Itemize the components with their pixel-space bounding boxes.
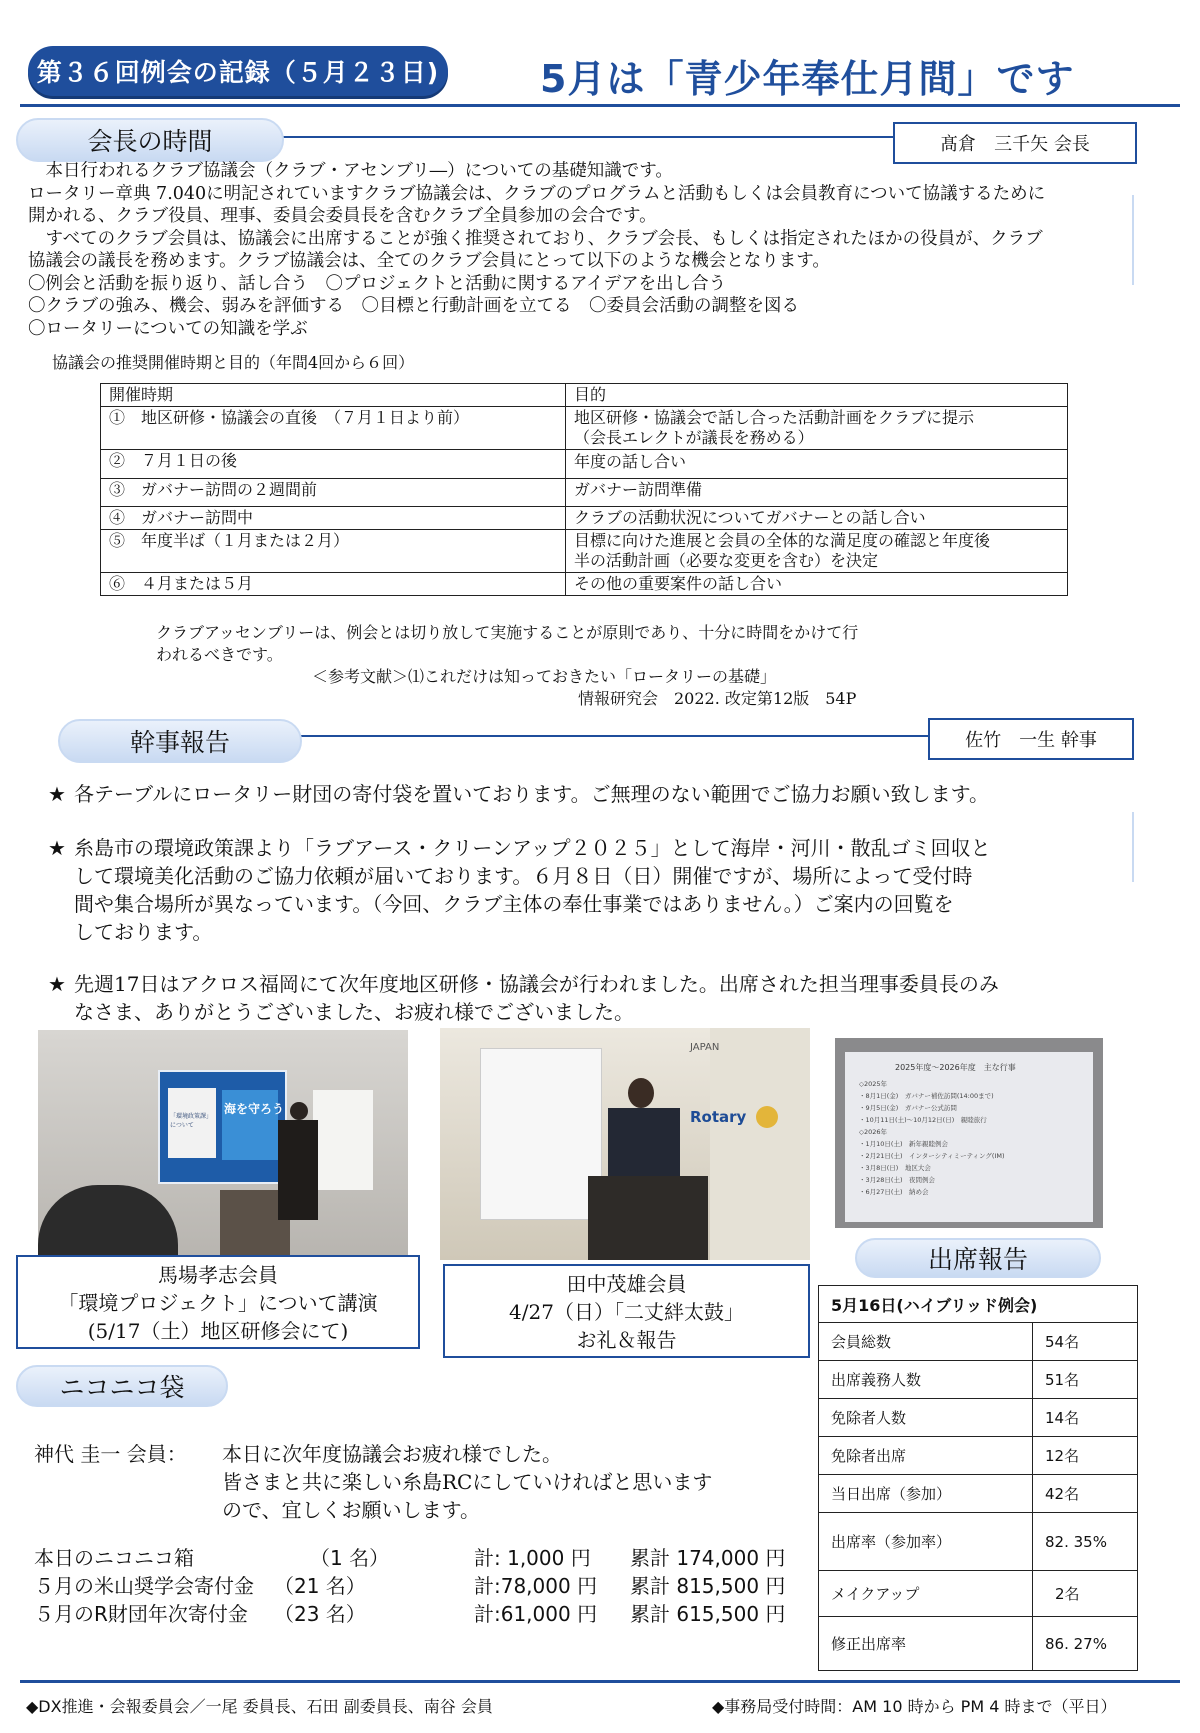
fund-row: ５月の米山奨学会寄付金 （21 名） 計:78,000 円 累計 815,500 円: [34, 1574, 786, 1598]
nikoniko-member: 神代 圭一 会員：: [34, 1442, 187, 1466]
timing-cell: ① 地区研修・協議会の直後 （７月１日より前）: [101, 407, 566, 450]
attendance-row: 会員総数 54名: [819, 1323, 1138, 1361]
purpose-cell: 年度の話し合い: [566, 450, 1068, 479]
attendance-row: 修正出席率 86. 27%: [819, 1617, 1138, 1671]
footer-divider: [20, 1680, 1180, 1683]
podium-photo: [440, 1028, 810, 1260]
attendance-row: 出席義務人数 51名: [819, 1361, 1138, 1399]
secretary-section-rule: [280, 735, 928, 737]
header-divider: [20, 104, 1180, 107]
attendance-table: [818, 1285, 1138, 1671]
speaker-figure: [628, 1078, 654, 1108]
star-icon: ★: [48, 782, 66, 806]
banner-text: JAPAN: [690, 1042, 720, 1053]
star-icon: ★: [48, 972, 66, 996]
assembly-schedule-table: [100, 383, 1068, 596]
table-row: [101, 573, 1068, 596]
paragraph-line: 開かれる、クラブ役員、理事、委員会委員長を含むクラブ全員参加の会合です。: [28, 206, 657, 226]
attendance-row: メイクアップ 2名: [819, 1571, 1138, 1617]
fund-row: 本日のニコニコ箱 （1 名） 計: 1,000 円 累計 174,000 円: [34, 1546, 786, 1570]
timing-cell: ④ ガバナー訪問中: [101, 507, 566, 530]
paragraph-line: 〇クラブの強み、機会、弱みを評価する 〇目標と行動計画を立てる 〇委員会活動の調整を図る: [28, 296, 800, 316]
attendance-row: 当日出席（参加） 42名: [819, 1475, 1138, 1513]
paragraph-line: 本日行われるクラブ協議会（クラブ・アセンブリ―）についての基礎知識です。: [28, 161, 673, 181]
lecture-photo: [38, 1030, 408, 1255]
month-theme-title: 5月は「青少年奉仕月間」です: [540, 57, 1075, 101]
footer-office-hours: ◆事務局受付時間：AM 10 時から PM 4 時まで（平日）: [712, 1697, 1117, 1716]
nikoniko-message: 本日に次年度協議会お疲れ様でした。 皆さまと共に楽しい糸島RCにしていければと思います ので、宜しくお願いします。: [222, 1442, 713, 1522]
timing-cell: ⑥ ４月または５月: [101, 573, 566, 596]
table-caption: 協議会の推奨開催時期と目的（年間4回から６回）: [52, 353, 415, 372]
secretary-item: ★ 先週17日はアクロス福岡にて次年度地区研修・協議会が行われました。出席された担当理事委員長のみ なさま、ありがとうございました、お疲れ様でございました。: [48, 972, 999, 1024]
president-speaker: 髙倉 三千矢 会長: [893, 122, 1137, 164]
president-section-title: 会長の時間: [16, 118, 284, 162]
photo-caption-tanaka: 田中茂雄会員 4/27（日）「二丈絆太鼓」 お礼＆報告: [443, 1264, 810, 1358]
fund-row: ５月のR財団年次寄付金 （23 名） 計:61,000 円 累計 615,500 円: [34, 1602, 786, 1626]
margin-bar: [1132, 812, 1134, 882]
screen-title: 2025年度～2026年度 主な行事: [895, 1063, 1016, 1072]
rotary-logo-text: Rotary: [690, 1108, 747, 1126]
paragraph-line: 〇例会と活動を振り返り、話し合う 〇プロジェクトと活動に関するアイデアを出し合う: [28, 273, 727, 294]
paragraph-line: 協議会の議長を務めます。クラブ協議会は、全てのクラブ会員にとって以下のような機会となります。: [28, 251, 830, 271]
president-paragraph: [28, 160, 1158, 340]
secretary-item: ★ 糸島市の環境政策課より「ラブアース・クリーンアップ２０２５」として海岸・河川・散乱ゴミ回収と して環境美化活動のご協力依頼が届いております。６月８日（日）開催ですが、場所によって受付時 間や集合場所が異なっています。（今回、クラブ主体の奉仕事業ではありません。）ご案内の回覧を しております。: [48, 836, 991, 944]
slide-subtitle: 「環境政策課」について: [170, 1113, 213, 1129]
table-row: [101, 530, 1068, 573]
attendance-row: 出席率（参加率） 82. 35%: [819, 1513, 1138, 1571]
rotary-wheel-icon: [756, 1106, 778, 1128]
footer-committee: ◆DX推進・会報委員会／一尾 委員長、石田 副委員長、南谷 会員: [26, 1697, 493, 1716]
reference-title: ＜参考文献＞⑴これだけは知っておきたい「ロータリーの基礎」: [312, 667, 777, 686]
margin-bar: [1132, 195, 1134, 285]
table-row: [101, 450, 1068, 479]
schedule-photo: [835, 1038, 1103, 1228]
speaker-figure: [290, 1102, 308, 1120]
presentation-slide: [158, 1070, 287, 1184]
secretary-speaker: 佐竹 一生 幹事: [928, 718, 1134, 760]
secretary-item: ★ 各テーブルにロータリー財団の寄付袋を置いております。ご無理のない範囲でご協力お願い致します。: [48, 782, 989, 806]
paragraph-line: すべてのクラブ会員は、協議会に出席することが強く推奨されており、クラブ会長、もしくは指定されたほかの役員が、クラブ: [28, 228, 1043, 249]
paragraph-line: ロータリー章典 7.040に明記されていますクラブ協議会は、クラブのプログラムと活動もしくは会員教育について協議するために: [28, 183, 1046, 204]
table-header-cell: 開催時期: [101, 384, 566, 407]
slide-title: 海を守ろう: [224, 1102, 285, 1116]
table-row: [101, 507, 1068, 530]
photo-caption-baba: 馬場孝志会員 「環境プロジェクト」について講演 (5/17（土）地区研修会にて): [16, 1255, 420, 1349]
purpose-cell: ガバナー訪問準備: [566, 479, 1068, 507]
table-header-row: [101, 384, 1068, 407]
podium: [588, 1176, 708, 1260]
timing-cell: ③ ガバナー訪問の２週間前: [101, 479, 566, 507]
projection-screen: [845, 1052, 1093, 1222]
meeting-record-title: 第３６回例会の記録（５月２３日): [28, 46, 448, 96]
purpose-cell: 地区研修・協議会で話し合った活動計画をクラブに提示 （会長エレクトが議長を務める）: [566, 407, 1068, 450]
attendance-row: 免除者出席 12名: [819, 1437, 1138, 1475]
purpose-cell: その他の重要案件の話し合い: [566, 573, 1068, 596]
purpose-cell: クラブの活動状況についてガバナーとの話し合い: [566, 507, 1068, 530]
star-icon: ★: [48, 836, 66, 860]
banner: [480, 1048, 602, 1220]
attendance-row: 免除者人数 14名: [819, 1399, 1138, 1437]
secretary-section-title: 幹事報告: [58, 719, 302, 763]
paragraph-line: 〇ロータリーについての知識を学ぶ: [28, 318, 308, 339]
screen-list: ◇2025年 ・8月1日(金) ガバナー補佐訪問(14:00まで) ・9月5日(金) ガバナー公式訪問 ・10月11日(土)～10月12日(日) 親睦旅行 ◇2026年 ・1月10日(土) 新年親睦例会 ・2月21日(土) インターシティミーティング(IM) ・3月8日(日) 地区大会 ・3月28日(土) 夜間例会 ・6月27日(土) 納め会: [859, 1080, 1005, 1196]
fund-summary: [34, 1544, 814, 1628]
note-line: われるべきです。: [156, 645, 283, 664]
table-row: [101, 479, 1068, 507]
table-header-cell: 目的: [566, 384, 1068, 407]
purpose-cell: 目標に向けた進展と会員の全体的な満足度の確認と年度後 半の活動計画（必要な変更を含む）を決定: [566, 530, 1068, 573]
attendance-header-row: 5月16日(ハイブリッド例会): [819, 1286, 1138, 1323]
reference-publisher: 情報研究会 2022. 改定第12版 54P: [578, 689, 857, 708]
timing-cell: ⑤ 年度半ば（１月または２月）: [101, 530, 566, 573]
note-line: クラブアッセンブリーは、例会とは切り放して実施することが原則であり、十分に時間をかけて行: [156, 623, 859, 642]
assembly-note: [156, 622, 858, 666]
table-row: [101, 407, 1068, 450]
timing-cell: ② ７月１日の後: [101, 450, 566, 479]
attendance-section-title: 出席報告: [855, 1238, 1101, 1278]
nikoniko-section-title: ニコニコ袋: [16, 1365, 228, 1407]
